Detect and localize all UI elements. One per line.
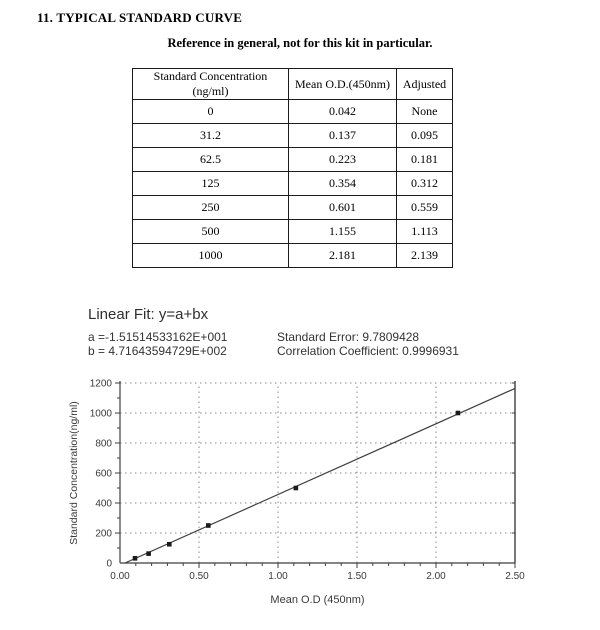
standard-curve-table (132, 68, 453, 268)
fit-coefficient-a: a =-1.51514533162E+001 (88, 330, 228, 344)
table-cell: None (397, 100, 453, 124)
y-tick-label: 600 (95, 468, 112, 480)
table-cell: 2.139 (397, 244, 453, 268)
table-cell: 1000 (133, 244, 289, 268)
table-cell: 0 (133, 100, 289, 124)
data-point (206, 523, 211, 528)
linear-fit-block (88, 306, 548, 358)
x-tick-label: 0.00 (110, 571, 130, 582)
table-cell: 62.5 (133, 148, 289, 172)
linear-fit-title: Linear Fit: y=a+bx (88, 306, 209, 323)
x-tick-label: 1.00 (268, 571, 288, 582)
table-cell: 0.042 (289, 100, 397, 124)
x-tick-label: 1.50 (347, 571, 367, 582)
col-header-mean-od: Mean O.D.(450nm) (289, 69, 397, 100)
data-point (146, 551, 151, 556)
section-title: 11. TYPICAL STANDARD CURVE (37, 10, 243, 25)
table-row (133, 124, 453, 148)
fit-coefficient-b: b = 4.71643594729E+002 (88, 344, 227, 358)
y-tick-label: 1200 (89, 378, 112, 390)
table-cell: 1.155 (289, 220, 397, 244)
col-header-adjusted: Adjusted (397, 69, 453, 100)
table-row (133, 172, 453, 196)
table-cell: 31.2 (133, 124, 289, 148)
reference-note: Reference in general, not for this kit in particular. (167, 36, 433, 50)
table-header-row (133, 69, 453, 100)
x-axis-label: Mean O.D (450nm) (270, 594, 365, 606)
x-tick-label: 0.50 (189, 571, 209, 582)
y-tick-label: 0 (106, 558, 112, 570)
table-row (133, 220, 453, 244)
table-cell: 500 (133, 220, 289, 244)
table-cell: 250 (133, 196, 289, 220)
data-point (133, 556, 138, 561)
table-row (133, 148, 453, 172)
x-tick-label: 2.50 (505, 571, 525, 582)
table-row (133, 244, 453, 268)
y-tick-label: 200 (95, 528, 112, 540)
table-cell: 0.354 (289, 172, 397, 196)
y-tick-label: 1000 (89, 408, 112, 420)
y-tick-label: 400 (95, 498, 112, 510)
table-cell: 0.601 (289, 196, 397, 220)
table-cell: 2.181 (289, 244, 397, 268)
table-cell: 0.137 (289, 124, 397, 148)
data-point (294, 486, 299, 491)
table-cell: 125 (133, 172, 289, 196)
col-header-standard-concentration: Standard Concentration (ng/ml) (133, 69, 289, 100)
table-cell: 1.113 (397, 220, 453, 244)
y-axis-label: Standard Concentration(ng/ml) (68, 401, 80, 545)
table-cell: 0.223 (289, 148, 397, 172)
table-row (133, 100, 453, 124)
table-cell: 0.312 (397, 172, 453, 196)
data-point (456, 411, 461, 416)
x-tick-label: 2.00 (426, 571, 446, 582)
data-point (167, 542, 172, 547)
table-row (133, 196, 453, 220)
fit-correlation-coefficient: Correlation Coefficient: 0.9996931 (277, 344, 459, 358)
table-cell: 0.181 (397, 148, 453, 172)
standard-curve-chart (0, 360, 600, 630)
fit-standard-error: Standard Error: 9.7809428 (277, 330, 420, 344)
table-cell: 0.559 (397, 196, 453, 220)
table-cell: 0.095 (397, 124, 453, 148)
standard-table-body (133, 100, 453, 268)
y-tick-label: 800 (95, 438, 112, 450)
